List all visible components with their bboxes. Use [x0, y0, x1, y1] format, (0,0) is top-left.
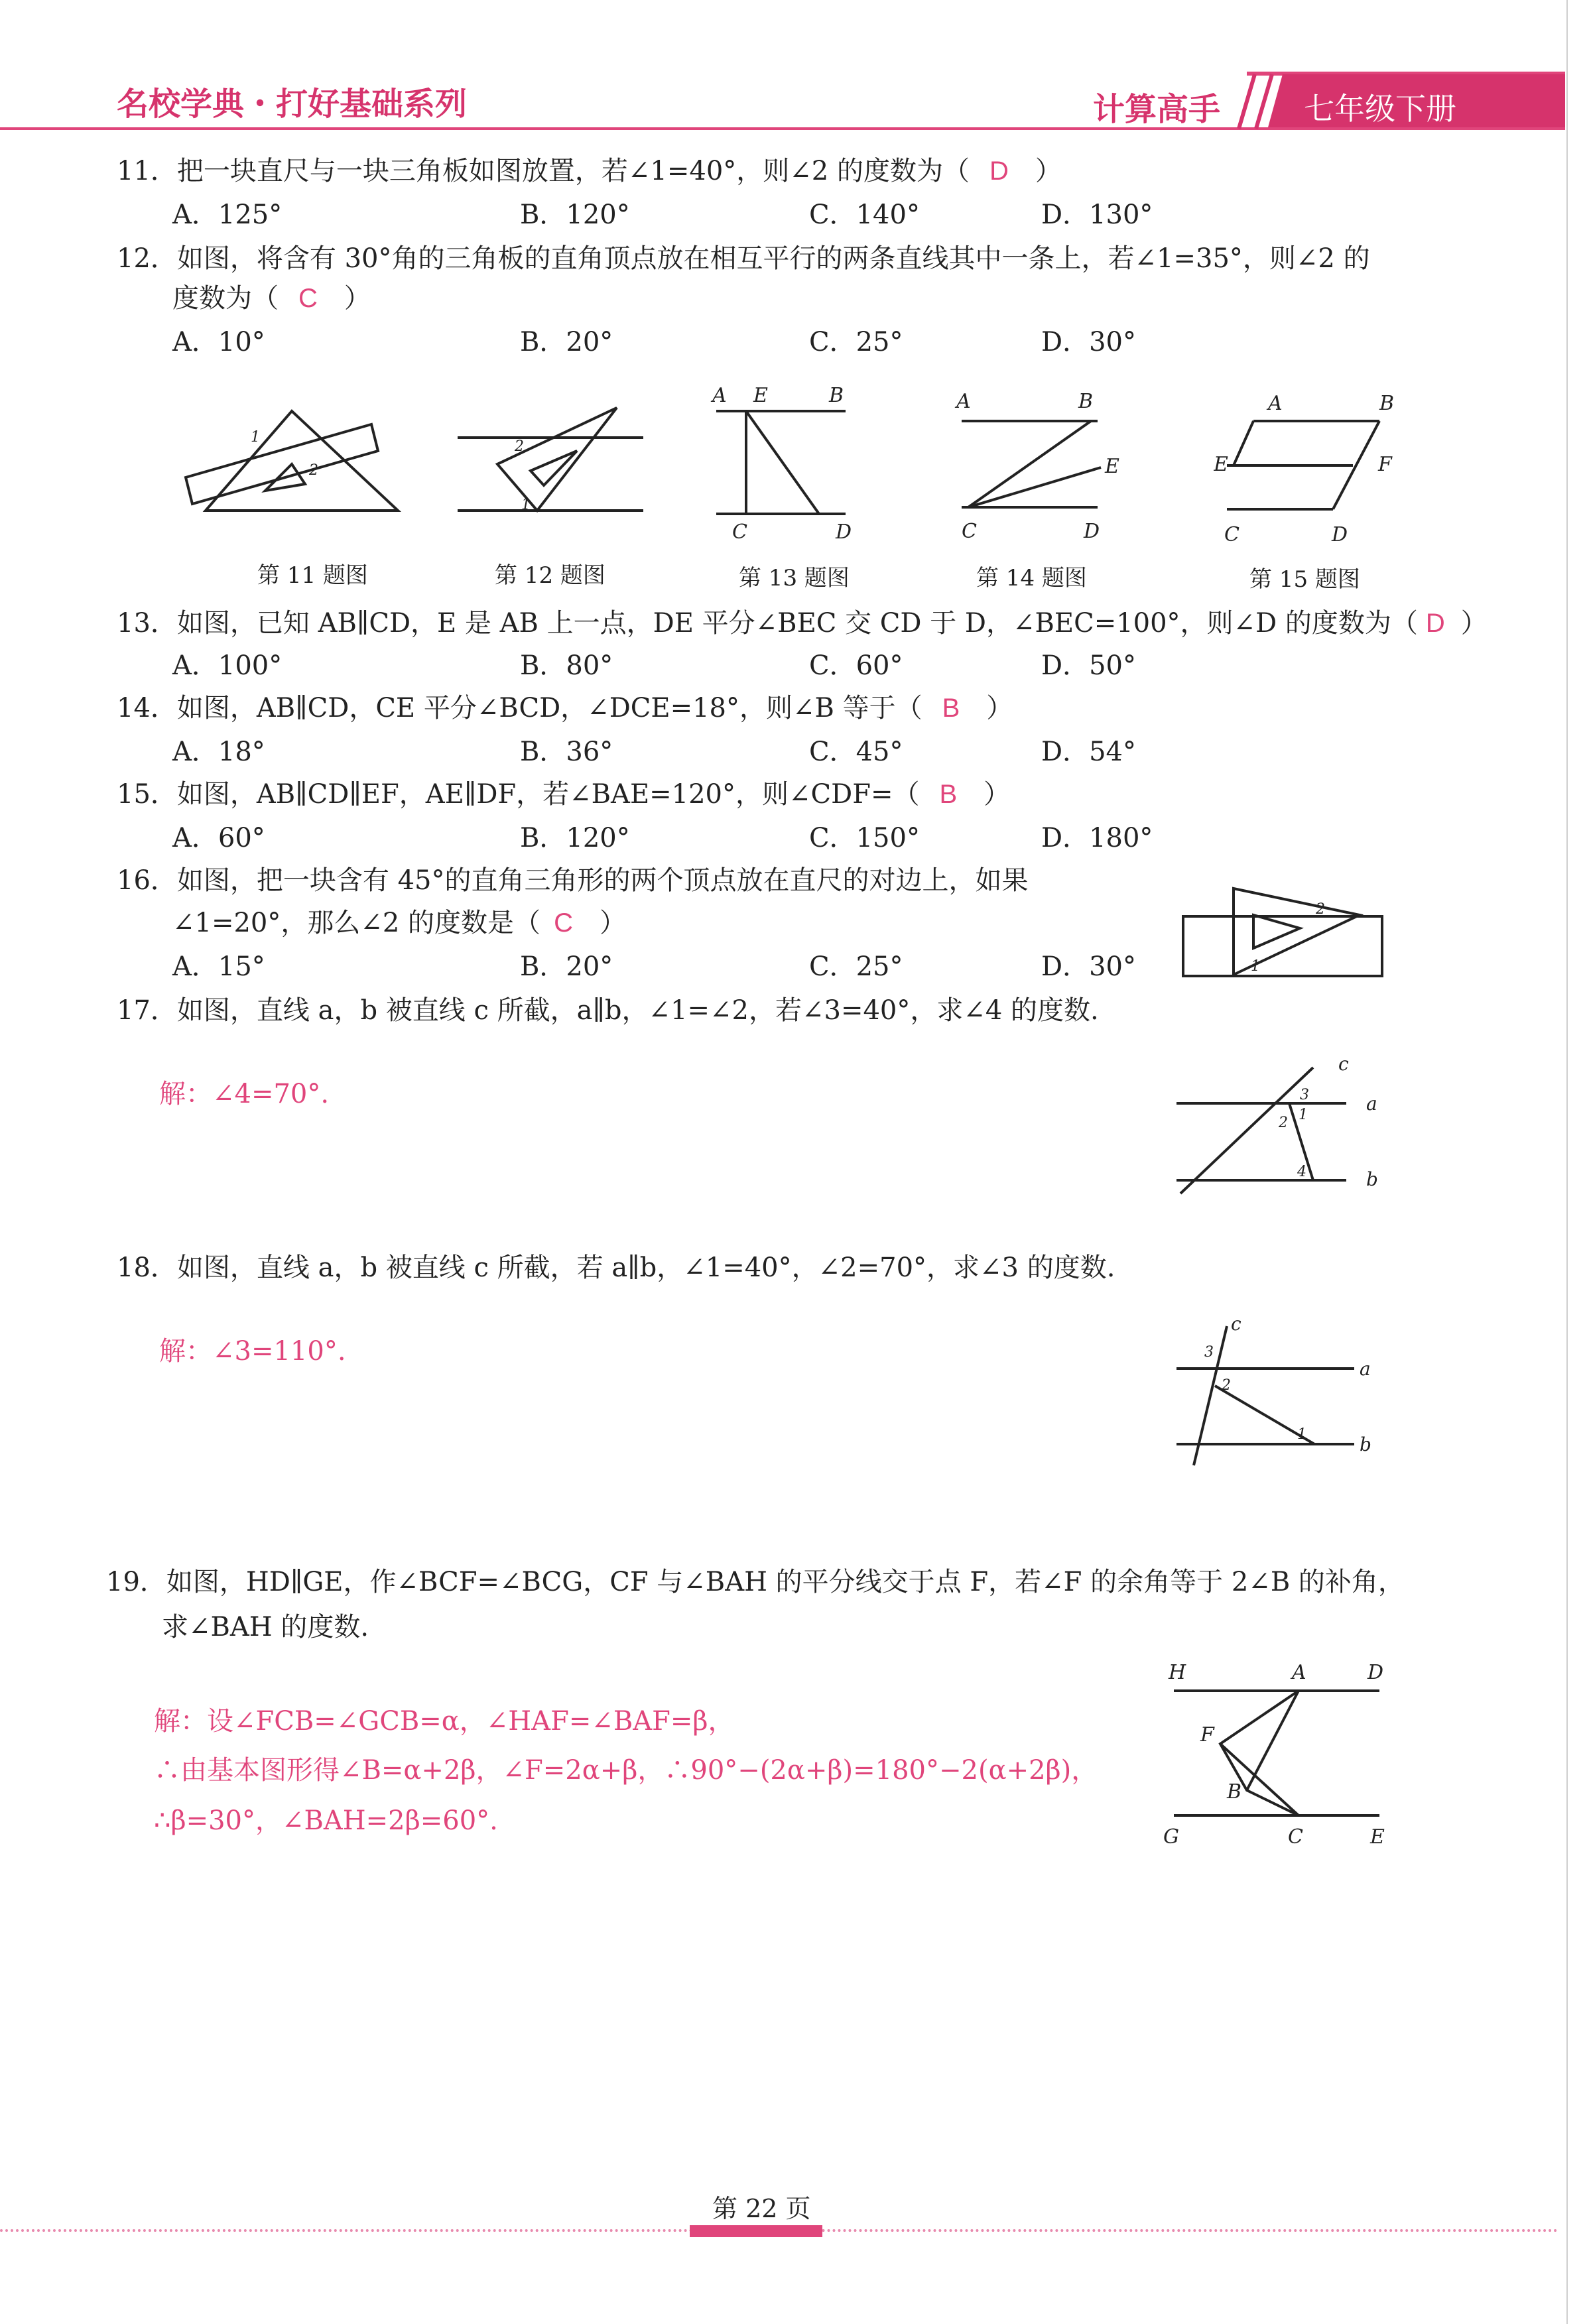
- option-a: A．125°: [172, 200, 283, 230]
- close-paren: ）: [986, 693, 1013, 723]
- question-12-line1: 12．如图，将含有 30°角的三角板的直角顶点放在相互平行的两条直线其中一条上，若∠1=35°，则∠2 的: [117, 243, 1370, 274]
- question-11: [117, 154, 1062, 188]
- point-label: D: [1367, 1661, 1384, 1684]
- point-label: D: [836, 520, 852, 544]
- question-13: [117, 606, 1488, 641]
- option-b: B．20°: [520, 327, 613, 357]
- option-d: D．50°: [1041, 650, 1136, 681]
- question-text: 13．如图，已知 AB∥CD，E 是 AB 上一点，DE 平分∠BEC 交 CD 于 D，∠BEC=100°，则∠D 的度数为（: [117, 608, 1418, 639]
- answer-mark: D: [989, 156, 1009, 186]
- point-label: B: [1227, 1780, 1242, 1804]
- point-label: A: [1268, 392, 1283, 415]
- figure-17: [1167, 1054, 1386, 1207]
- figure-18: [1167, 1313, 1386, 1472]
- figure-11: [179, 398, 418, 517]
- figure-caption: 第 13 题图: [739, 565, 850, 591]
- option-b: B．80°: [520, 650, 613, 681]
- point-label: B: [1379, 392, 1395, 415]
- point-label: A: [956, 390, 971, 413]
- option-a: A．10°: [172, 327, 265, 357]
- line-label: a: [1360, 1358, 1371, 1380]
- answer-mark: C: [298, 284, 318, 313]
- close-paren: ）: [344, 283, 371, 314]
- line-label: c: [1231, 1313, 1241, 1335]
- solution-19-line3: ∴β=30°，∠BAH=2β=60°.: [154, 1805, 498, 1836]
- answer-mark: C: [554, 908, 573, 938]
- answer-mark: D: [1425, 609, 1445, 638]
- figure-13: [703, 378, 862, 550]
- point-label: F: [1200, 1723, 1214, 1746]
- close-paren: ）: [599, 908, 626, 938]
- close-paren: ）: [984, 779, 1011, 810]
- option-c: C．150°: [809, 823, 920, 853]
- option-d: D．54°: [1041, 737, 1136, 767]
- question-text: 11．把一块直尺与一块三角板如图放置，若∠1=40°，则∠2 的度数为（: [117, 156, 970, 186]
- angle-label: 1: [1251, 958, 1260, 975]
- page-edge-line: [1566, 0, 1568, 2324]
- point-label: E: [1214, 453, 1228, 476]
- point-label: A: [712, 384, 727, 407]
- option-d: D．180°: [1041, 823, 1153, 853]
- point-label: D: [1332, 523, 1348, 546]
- question-19-line1: 19．如图，HD∥GE，作∠BCF=∠BCG，CF 与∠BAH 的平分线交于点 F，若∠F 的余角等于 2∠B 的补角，: [106, 1567, 1405, 1597]
- option-c: C．25°: [809, 327, 903, 357]
- figure-19: [1154, 1651, 1406, 1850]
- option-d: D．30°: [1041, 327, 1136, 357]
- point-label: C: [1288, 1825, 1303, 1849]
- close-paren: ）: [1460, 608, 1488, 639]
- option-c: C．25°: [809, 951, 903, 982]
- angle-label: 3: [1300, 1087, 1309, 1103]
- line-label: b: [1366, 1168, 1378, 1190]
- option-b: B．20°: [520, 951, 613, 982]
- option-d: D．130°: [1041, 200, 1153, 230]
- point-label: A: [1292, 1661, 1306, 1684]
- point-label: F: [1378, 453, 1392, 476]
- angle-label: 1: [521, 497, 531, 513]
- line-label: c: [1338, 1054, 1349, 1075]
- section-title: 计算高手: [1093, 91, 1221, 128]
- question-16-line1: 16．如图，把一块含有 45°的直角三角形的两个顶点放在直尺的对边上，如果: [117, 865, 1029, 896]
- angle-label: 4: [1297, 1164, 1306, 1180]
- line-label: a: [1366, 1093, 1377, 1115]
- point-label: E: [1105, 455, 1119, 478]
- question-14: [117, 691, 1013, 725]
- page-header: [0, 0, 1589, 146]
- close-paren: ）: [1035, 156, 1062, 186]
- question-15: [117, 777, 1010, 812]
- question-16-line2: [172, 906, 626, 940]
- angle-label: 1: [1297, 1426, 1306, 1443]
- point-label: G: [1163, 1825, 1179, 1849]
- question-17: 17．如图，直线 a，b 被直线 c 所截，a∥b，∠1=∠2，若∠3=40°，求∠4 的度数.: [117, 995, 1099, 1026]
- angle-label: 2: [515, 438, 524, 455]
- grade-label: 七年级下册: [1304, 91, 1456, 127]
- angle-label: 2: [1279, 1115, 1288, 1131]
- question-text: 度数为（: [172, 283, 279, 314]
- point-label: H: [1169, 1661, 1186, 1684]
- angle-label: 1: [251, 429, 260, 446]
- answer-mark: B: [942, 694, 960, 723]
- option-c: C．60°: [809, 650, 903, 681]
- figure-12: [458, 404, 643, 517]
- solution-19-line1: 解：设∠FCB=∠GCB=α，∠HAF=∠BAF=β，: [154, 1706, 735, 1737]
- point-label: C: [1224, 523, 1239, 546]
- series-title: 名校学典・打好基础系列: [117, 86, 468, 123]
- solution-18: 解：∠3=110°.: [159, 1336, 346, 1367]
- option-d: D．30°: [1041, 951, 1136, 982]
- figure-caption: 第 12 题图: [495, 562, 605, 589]
- figure-caption: 第 14 题图: [976, 565, 1087, 591]
- option-b: B．120°: [520, 200, 630, 230]
- point-label: B: [829, 384, 844, 407]
- point-label: C: [732, 520, 747, 544]
- point-label: C: [962, 520, 977, 543]
- solution-19-line2: ∴由基本图形得∠B=α+2β，∠F=2α+β，∴90°−(2α+β)=180°−2(α+2β)，: [154, 1755, 1098, 1786]
- angle-label: 3: [1204, 1344, 1214, 1361]
- angle-label: 1: [1299, 1107, 1308, 1123]
- option-b: B．120°: [520, 823, 630, 853]
- figure-15: [1214, 385, 1413, 557]
- option-b: B．36°: [520, 737, 613, 767]
- point-label: E: [1370, 1825, 1385, 1849]
- question-text: 14．如图，AB∥CD，CE 平分∠BCD，∠DCE=18°，则∠B 等于（: [117, 693, 922, 723]
- angle-label: 2: [309, 462, 318, 479]
- figure-caption: 第 15 题图: [1249, 566, 1360, 593]
- question-19-line2: 求∠BAH 的度数.: [162, 1612, 369, 1642]
- line-label: b: [1360, 1434, 1371, 1455]
- point-label: B: [1078, 390, 1094, 413]
- option-c: C．140°: [809, 200, 920, 230]
- angle-label: 2: [1316, 901, 1325, 918]
- solution-17: 解：∠4=70°.: [159, 1079, 330, 1109]
- question-12-line2: [172, 281, 371, 316]
- option-c: C．45°: [809, 737, 903, 767]
- answer-mark: B: [939, 780, 958, 809]
- option-a: A．60°: [172, 823, 265, 853]
- question-text: ∠1=20°，那么∠2 的度数是（: [172, 908, 541, 938]
- figure-caption: 第 11 题图: [257, 562, 368, 589]
- option-a: A．18°: [172, 737, 265, 767]
- point-label: E: [753, 384, 768, 407]
- angle-label: 2: [1222, 1377, 1231, 1394]
- footer-page-tab: [690, 2225, 822, 2237]
- page-number: 第 22 页: [712, 2194, 811, 2223]
- figure-16: [1180, 875, 1393, 981]
- question-text: 15．如图，AB∥CD∥EF，AE∥DF，若∠BAE=120°，则∠CDF=（: [117, 779, 920, 810]
- point-label: D: [1084, 520, 1100, 543]
- option-a: A．100°: [172, 650, 283, 681]
- figure-14: [948, 381, 1134, 554]
- option-a: A．15°: [172, 951, 265, 982]
- question-18: 18．如图，直线 a，b 被直线 c 所截，若 a∥b，∠1=40°，∠2=70°，求∠3 的度数.: [117, 1253, 1115, 1283]
